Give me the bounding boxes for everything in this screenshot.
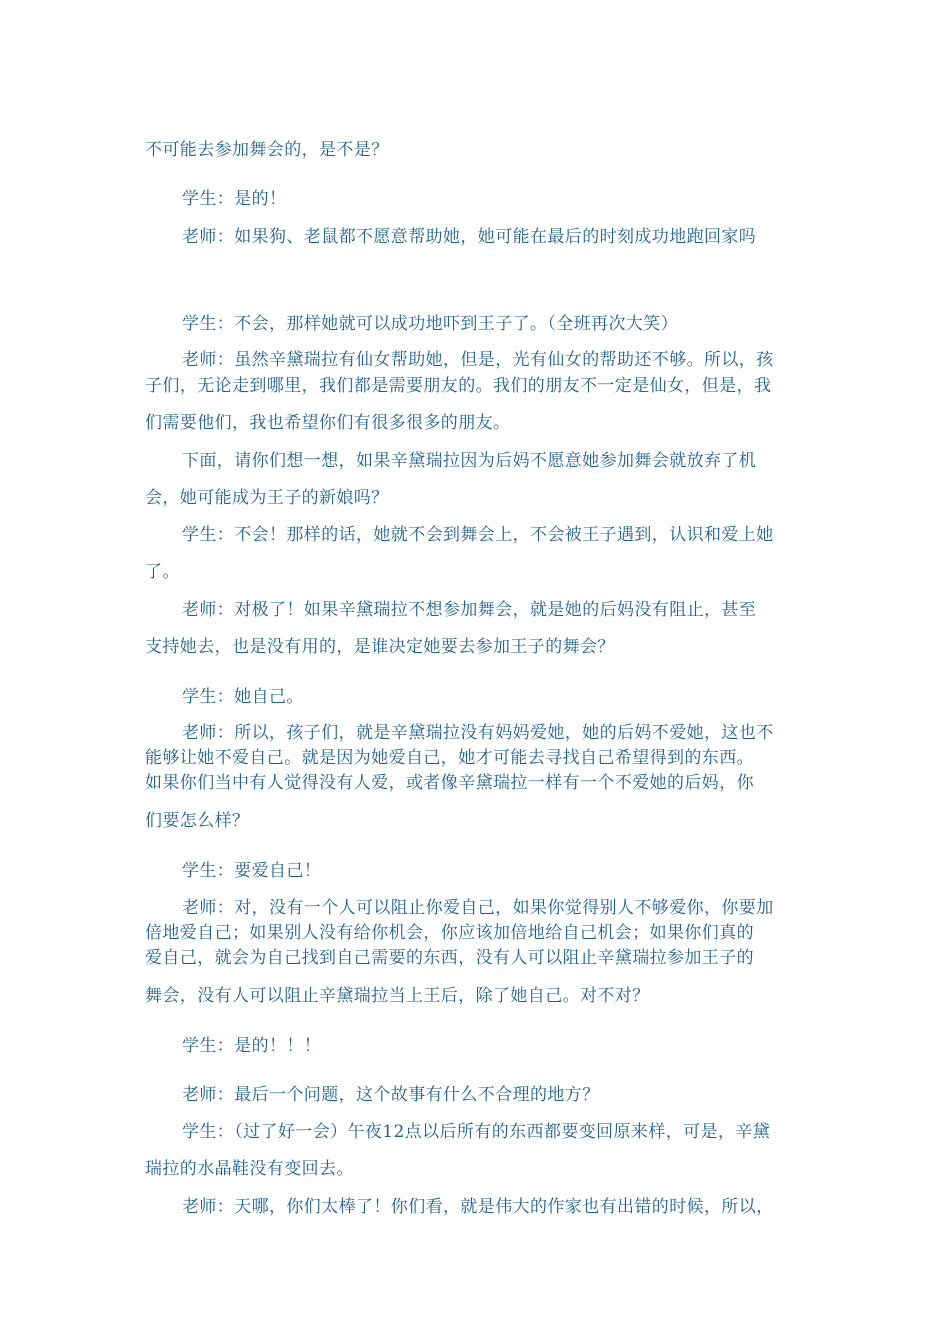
text-line: 学生：是的！ <box>182 189 287 209</box>
text-line: 瑞拉的水晶鞋没有变回去。 <box>145 1159 354 1179</box>
text-line: 学生：不会，那样她就可以成功地吓到王子了。（全班再次大笑） <box>182 314 679 334</box>
text-line: 们要怎么样？ <box>145 811 250 831</box>
text-line: 老师：虽然辛黛瑞拉有仙女帮助她，但是，光有仙女的帮助还不够。所以，孩 <box>182 350 774 370</box>
text-line: 爱自己，就会为自己找到自己需要的东西，没有人可以阻止辛黛瑞拉参加王子的 <box>145 948 754 968</box>
text-line: 学生：（过了好一会）午夜12点以后所有的东西都要变回原来样，可是，辛黛 <box>182 1122 771 1142</box>
text-line: 能够让她不爱自己。就是因为她爱自己，她才可能去寻找自己希望得到的东西。 <box>145 748 754 768</box>
text-line: 学生：要爱自己！ <box>182 861 322 881</box>
text-line: 老师：对，没有一个人可以阻止你爱自己，如果你觉得别人不够爱你，你要加 <box>182 898 774 918</box>
text-line: 学生：是的！！！ <box>182 1036 322 1056</box>
text-line: 下面，请你们想一想，如果辛黛瑞拉因为后妈不愿意她参加舞会就放弃了机 <box>182 451 757 471</box>
text-line: 老师：所以，孩子们，就是辛黛瑞拉没有妈妈爱她，她的后妈不爱她，这也不 <box>182 723 774 743</box>
text-line: 老师：天哪，你们太棒了！你们看，就是伟大的作家也有出错的时候，所以， <box>182 1197 774 1217</box>
text-line: 如果你们当中有人觉得没有人爱，或者像辛黛瑞拉一样有一个不爱她的后妈，你 <box>145 773 754 793</box>
text-line: 学生：她自己。 <box>182 687 304 707</box>
text-line: 会，她可能成为王子的新娘吗？ <box>145 488 389 508</box>
text-line: 舞会，没有人可以阻止辛黛瑞拉当上王后，除了她自己。对不对？ <box>145 986 650 1006</box>
text-line: 老师：如果狗、老鼠都不愿意帮助她，她可能在最后的时刻成功地跑回家吗 <box>182 227 757 247</box>
text-line: 学生：不会！那样的话，她就不会到舞会上，不会被王子遇到，认识和爱上她 <box>182 525 774 545</box>
text-line: 不可能去参加舞会的，是不是？ <box>145 140 389 160</box>
text-line: 了。 <box>145 562 180 582</box>
text-line: 老师：对极了！如果辛黛瑞拉不想参加舞会，就是她的后妈没有阻止，甚至 <box>182 600 757 620</box>
text-line: 老师：最后一个问题，这个故事有什么不合理的地方？ <box>182 1085 600 1105</box>
text-line: 支持她去，也是没有用的，是谁决定她要去参加王子的舞会？ <box>145 637 615 657</box>
text-line: 子们，无论走到哪里，我们都是需要朋友的。我们的朋友不一定是仙女，但是，我 <box>145 376 772 396</box>
text-line: 们需要他们，我也希望你们有很多很多的朋友。 <box>145 413 511 433</box>
text-line: 倍地爱自己；如果别人没有给你机会，你应该加倍地给自己机会；如果你们真的 <box>145 923 754 943</box>
